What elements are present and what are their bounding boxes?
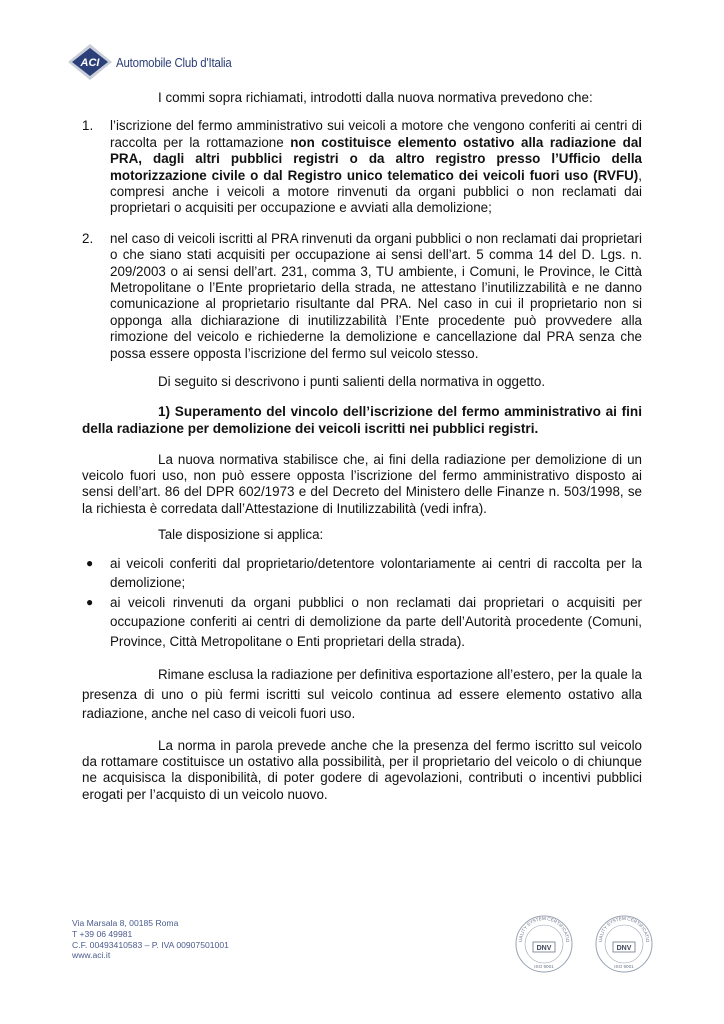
bullet-item [82,593,642,652]
org-name: Automobile Club d'Italia [116,54,232,70]
esclusa-paragraph: Rimane esclusa la radiazione per definitiva esportazione all’estero, per la quale la presenza di uno o più fermi iscritti sul veicolo continua ad essere elemento ostativo alla radiazione, anche nel caso di veicoli fuori uso. [82,667,642,722]
normativa-paragraph: La nuova normativa stabilisce che, ai fini della radiazione per demolizione di un veicolo fuori uso, non può essere opposta l’iscrizione del fermo amministrativo disposto ai sensi dell’art. 86 del DPR 602/1973 e del Decreto del Ministero delle Finanze n. 503/1998, se la richiesta è corredata dall’Attestazione di Inutilizzabilità (vedi infra). [82,451,642,516]
bullet-icon: ● [86,555,94,570]
cert-brand: DNV [616,945,632,952]
cert-ring-text: UALITY SYSTEM CERTIFICATIO [597,915,651,943]
dnv-certification-icon [592,908,656,980]
bullet-icon: ● [86,594,94,609]
aci-logo [66,42,247,82]
item-number: 2. [82,230,94,246]
numbered-item [82,231,642,362]
footer-address-block [72,918,229,961]
document-body [82,90,642,803]
text-run: , compresi anche i veicoli a motore rinvenuti da organi pubblici o non reclamati dai proprietari o acquisiti per occupazione e avviati alla demolizione; [110,167,642,216]
norma-paragraph: La norma in parola prevede anche che la presenza del fermo iscritto sul veicolo da rottamare costituisce un ostativo alla possibilità, per il proprietario del veicolo o di chiunque ne acquisisca la disponibilità, di poter godere di agevolazioni, contributi o incentivi pubblici erogati per l’acquisto di un veicolo nuovo. [82,737,642,802]
text-run: nel caso di veicoli iscritti al PRA rinvenuti da organi pubblici o non reclamati dai proprietari o che siano stati acquisiti per occupazione ai sensi dell’art. 5 comma 14 del D. Lgs. n. 209/2003 o ai sensi dell’art. 231, comma 3, TU ambiente, i Comuni, le Province, le Città Metropolitane o l’Ente proprietario della strada, ne attestano l’inutilizzabilità e ne danno comunicazione al proprietario risultante dal PRA. Nel caso in cui il proprietario non si opponga alla dichiarazione di inutilizzabilità l’Ente procedente può provvedere alla rimozione del veicolo e richiederne la demolizione e cancellazione dal PRA senza che possa essere opposta l’iscrizione del fermo sul veicolo stesso. [110,230,642,361]
aci-emblem-icon [66,42,114,82]
numbered-list [82,118,642,362]
numbered-item [82,118,642,216]
cert-brand: DNV [536,945,552,952]
bullet-text: ai veicoli rinvenuti da organi pubblici o non reclamati dai proprietari o acquisiti per occupazione conferiti ai centri di demolizione da parte dell’Autorità procedente (Comuni, Province, Città Metropolitane o Enti proprietari della strada). [110,594,642,649]
bullet-item [82,554,642,593]
footer-website[interactable]: www.aci.it [72,950,111,961]
points-intro: Di seguito si descrivono i punti salienti della normativa in oggetto. [158,374,546,390]
cert-ring-text: UALITY SYSTEM CERTIFICATIO [517,915,571,943]
bullet-list [82,554,642,652]
text-run: l’iscrizione del fermo amministrativo sui veicoli a motore che vengono conferiti ai centri di raccolta per la rottamazione [110,118,642,150]
item-number: 1. [82,118,94,134]
applies-intro: Tale disposizione si applica: [158,527,324,543]
cert-standard: ISO 9001 [534,964,554,969]
dnv-certification-icon [512,908,576,980]
cert-standard: ISO 9001 [614,964,634,969]
footer-tax-id: C.F. 00493410583 – P. IVA 00907501001 [72,939,229,950]
bold-text-run: non costituisce elemento ostativo alla radiazione dal PRA, dagli altri pubblici registri o da altro registro presso l’Ufficio della motorizzazione civile o dal Registro unico telematico dei veicoli fuori uso (RVFU) [110,134,642,183]
bullet-text: ai veicoli conferiti dal proprietario/detentore volontariamente ai centri di raccolta per la demolizione; [110,555,642,591]
footer-phone: T +39 06 49981 [72,928,133,939]
section-heading: 1) Superamento del vincolo dell’iscrizione del fermo amministrativo ai fini della radiazione per demolizione dei veicoli iscritti nei pubblici registri. [82,403,642,436]
aci-logo-text: ACI [80,57,100,69]
footer-address: Via Marsala 8, 00185 Roma [72,918,179,928]
intro-paragraph: I commi sopra richiamati, introdotti dalla nuova normativa prevedono che: [158,90,593,105]
